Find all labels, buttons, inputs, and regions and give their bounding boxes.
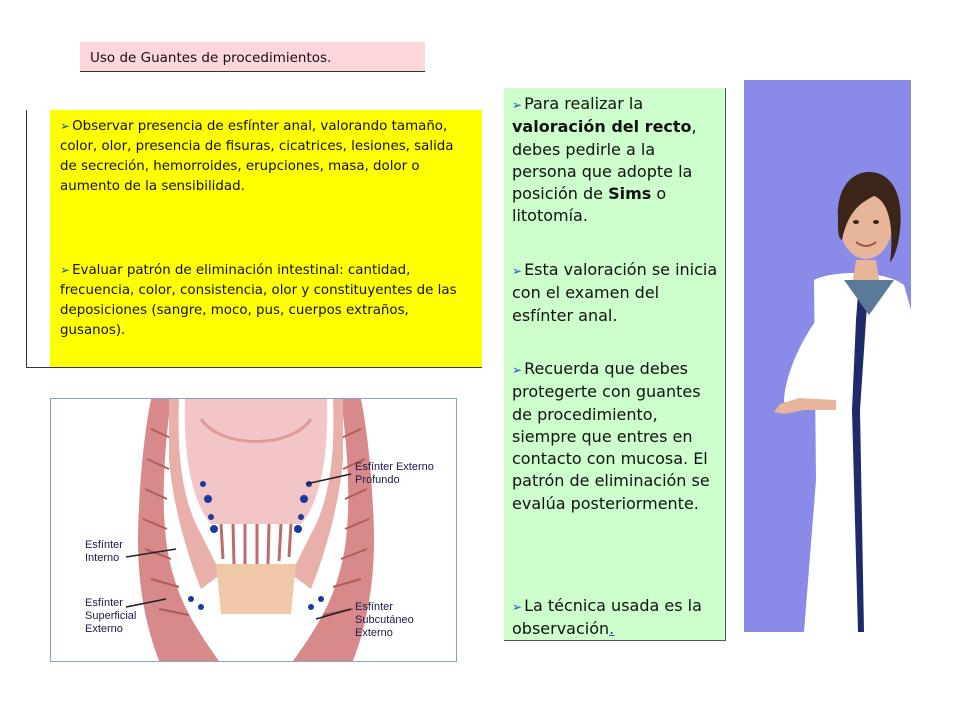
instructions-text-box: [504, 88, 726, 641]
bottom-divider: [26, 367, 482, 368]
arrow-bullet-icon: ➢: [512, 264, 523, 278]
anal-sphincter-diagram: [50, 398, 457, 662]
inline-link[interactable]: .: [609, 619, 615, 639]
observation-item-1: ➢ Observar presencia de esfínter anal, valorando tamaño, color, olor, presencia de fisuras, cicatrices, lesiones, salida de secreción, hemorroides, erupciones, masa, dolor o aumento de la sensibilidad.: [60, 119, 454, 194]
label-internal: Esfínter Interno: [85, 539, 123, 564]
arrow-bullet-icon: ➢: [512, 600, 523, 614]
instruction-item-2: ➢ Esta valoración se inicia con el examen del esfínter anal.: [512, 260, 718, 325]
nurse-photo: [744, 80, 911, 632]
instruction-item-4: ➢ La técnica usada es la observación.: [512, 596, 702, 639]
label-external-deep: Esfínter Externo Profundo: [355, 461, 434, 486]
label-superficial-external: Esfínter Superficial Externo: [85, 597, 137, 635]
arrow-bullet-icon: ➢: [512, 363, 523, 377]
label-subcutaneous-external: Esfínter Subcutáneo Externo: [355, 601, 414, 639]
left-divider: [26, 110, 27, 368]
arrow-bullet-icon: ➢: [512, 98, 523, 112]
arrow-bullet-icon: ➢: [60, 119, 71, 133]
instruction-item-3: ➢ Recuerda que debes protegerte con guantes de procedimiento, siempre que entres en contacto con mucosa. El patrón de eliminación se evalúa posteriormente.: [512, 359, 710, 513]
arrow-bullet-icon: ➢: [60, 263, 71, 277]
slide-title-box: [80, 42, 425, 72]
instruction-item-1: ➢ Para realizar la valoración del recto, debes pedirle a la persona que adopte la posición de Sims o litotomía.: [512, 94, 697, 226]
slide-title: Uso de Guantes de procedimientos.: [90, 50, 332, 66]
observation-text-box: [50, 110, 482, 367]
observation-item-2: ➢ Evaluar patrón de eliminación intestinal: cantidad, frecuencia, color, consistencia, olor y constituyentes de las deposiciones (sangre, moco, pus, cuerpos extraños, gusanos).: [60, 263, 457, 338]
nurse-pointing-illustration: [744, 80, 911, 632]
